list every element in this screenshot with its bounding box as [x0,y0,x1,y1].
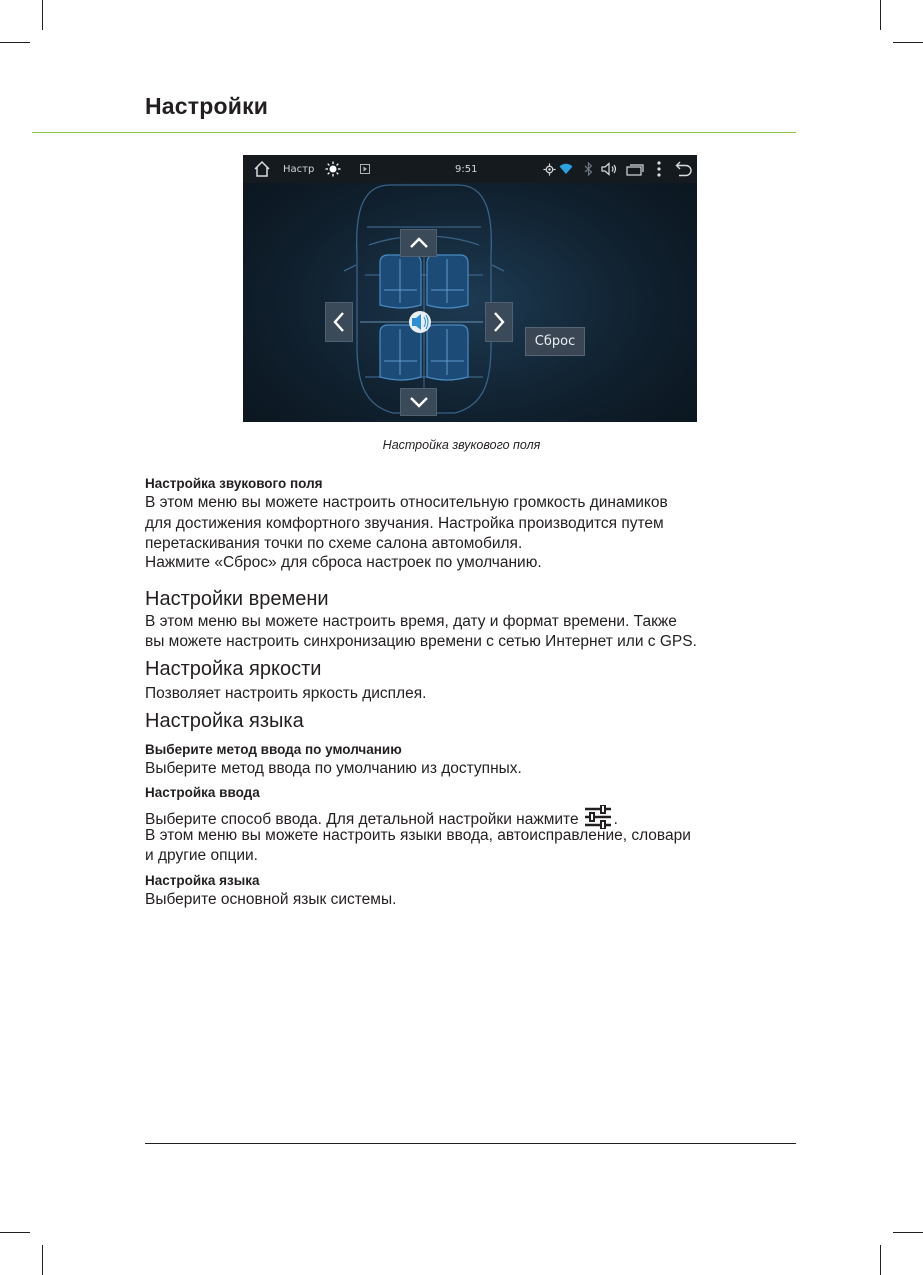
crop-mark [0,1232,30,1233]
system-language-line: Выберите основной язык системы. [145,891,397,908]
crop-mark [880,1245,881,1275]
input-settings-line-2: В этом меню вы можете настроить языки ввода, автоисправление, словари [145,827,691,844]
title-divider [32,132,796,133]
brightness-line-1: Позволяет настроить яркость дисплея. [145,685,427,702]
car-seat-diagram[interactable] [243,155,697,422]
sound-field-line-3: перетаскивания точки по схеме салона автомобиля. [145,535,523,552]
brightness-heading: Настройка яркости [145,658,322,680]
crop-mark [42,1245,43,1275]
sound-field-screenshot [243,155,697,422]
time-line-2: вы можете настроить синхронизацию времени с сетью Интернет или с GPS. [145,633,697,650]
reset-button[interactable]: Сброс [525,327,585,356]
system-language-heading: Настройка языка [145,873,260,888]
language-heading: Настройка языка [145,710,304,732]
time-heading: Настройки времени [145,588,329,610]
sound-field-line-2: для достижения комфортного звучания. Настройка производится путем [145,515,664,532]
input-settings-heading: Настройка ввода [145,785,260,800]
input-settings-period: . [613,811,618,828]
input-settings-text: Выберите способ ввода. Для детальной настройки нажмите [145,811,579,828]
sound-field-heading: Настройка звукового поля [145,476,323,491]
crop-mark [880,0,881,30]
sound-field-line-1: В этом меню вы можете настроить относительную громкость динамиков [145,494,668,511]
move-right-button[interactable] [485,302,513,342]
page-title: Настройки [145,93,269,119]
footer-divider [145,1143,796,1144]
sound-field-line-4: Нажмите «Сброс» для сброса настроек по умолчанию. [145,554,542,571]
status-time: 9:51 [455,163,478,175]
move-down-button[interactable] [400,388,437,416]
crop-mark [893,1232,923,1233]
move-up-button[interactable] [400,229,437,257]
input-settings-line-3: и другие опции. [145,847,258,864]
time-line-1: В этом меню вы можете настроить время, дату и формат времени. Также [145,613,677,630]
crop-mark [0,42,30,43]
status-app-label: Настр [283,163,315,175]
figure-caption: Настройка звукового поля [382,438,541,452]
crop-mark [42,0,43,30]
move-left-button[interactable] [325,302,353,342]
crop-mark [893,42,923,43]
default-input-line: Выберите метод ввода по умолчанию из доступных. [145,760,522,777]
default-input-heading: Выберите метод ввода по умолчанию [145,742,402,757]
